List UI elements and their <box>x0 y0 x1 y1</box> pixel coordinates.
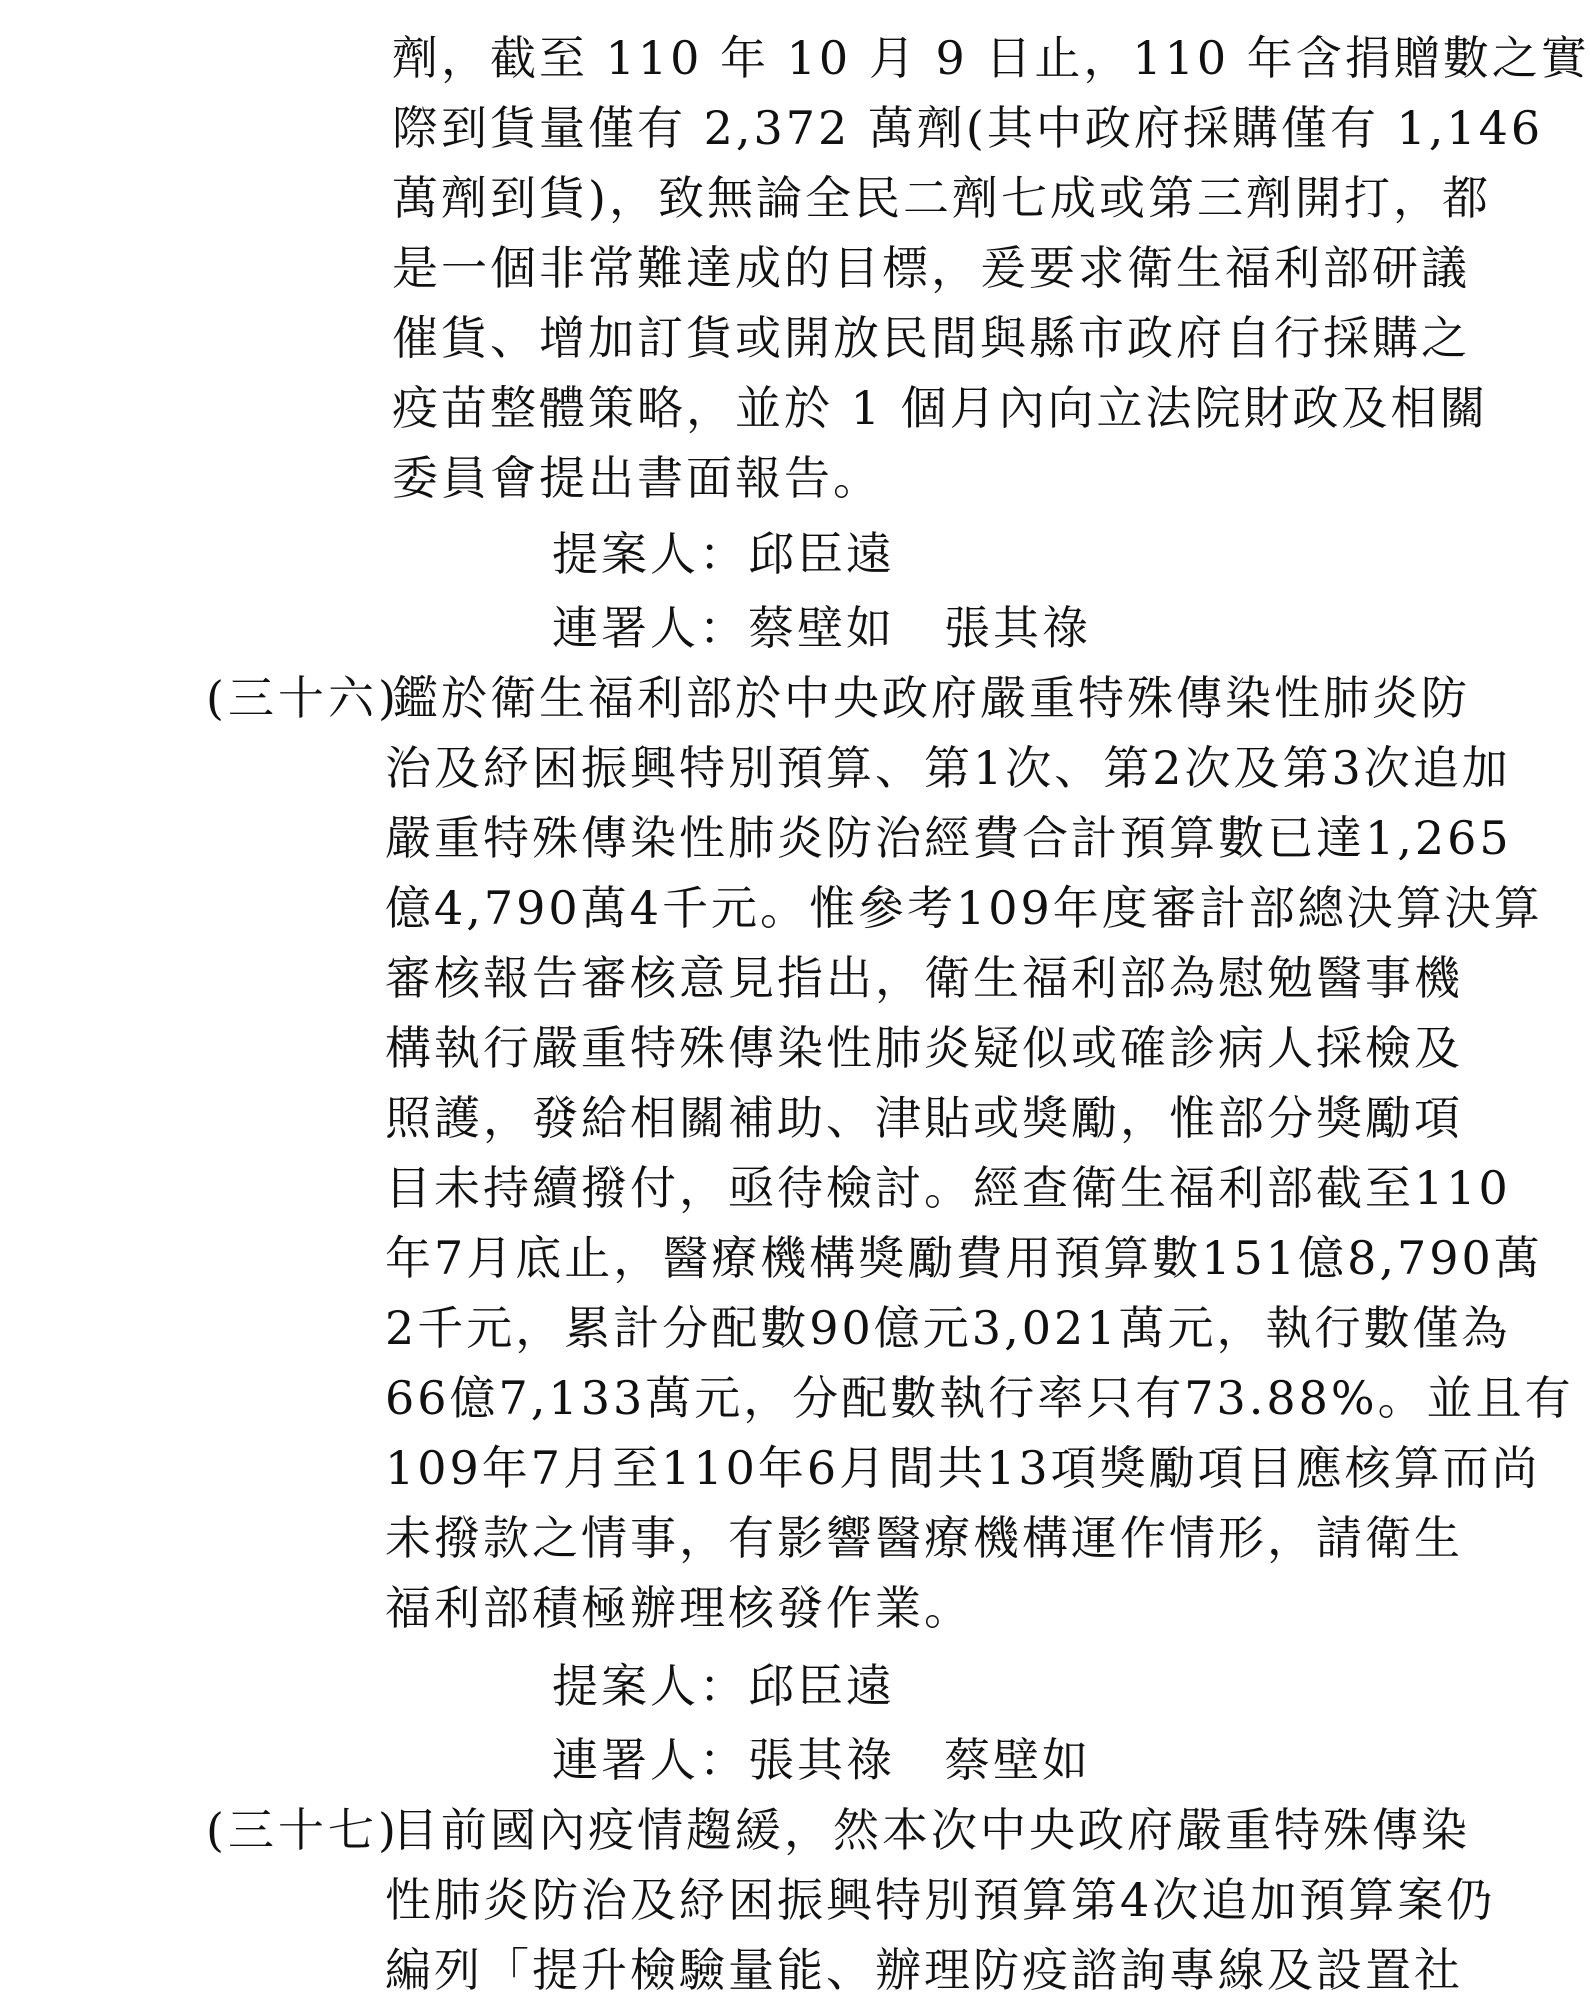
proposer: 提案人：邱臣遠 <box>552 527 895 581</box>
text-line: 嚴重特殊傳染性肺炎防治經費合計預算數已達1,265 <box>385 811 1512 865</box>
text-line: 目未持續撥付，亟待檢討。經查衛生福利部截至110 <box>385 1161 1511 1215</box>
cosigners: 連署人：張其祿 蔡壁如 <box>552 1733 1091 1787</box>
text-line: 催貨、增加訂貨或開放民間與縣市政府自行採購之 <box>392 311 1470 365</box>
cosigners: 連署人：蔡壁如 張其祿 <box>552 601 1091 655</box>
text-line: 構執行嚴重特殊傳染性肺炎疑似或確診病人採檢及 <box>385 1021 1463 1075</box>
text-line: 性肺炎防治及紓困振興特別預算第4次追加預算案仍 <box>385 1873 1496 1927</box>
text-line: 審核報告審核意見指出，衛生福利部為慰勉醫事機 <box>385 951 1463 1005</box>
text-line: 萬劑到貨)，致無論全民二劑七成或第三劑開打，都 <box>392 171 1491 225</box>
text-line: 未撥款之情事，有影響醫療機構運作情形，請衛生 <box>385 1511 1463 1565</box>
text-line: 109年7月至110年6月間共13項獎勵項目應核算而尚 <box>385 1441 1541 1495</box>
text-line: 治及紓困振興特別預算、第1次、第2次及第3次追加 <box>385 741 1511 795</box>
text-line: 際到貨量僅有 2,372 萬劑(其中政府採購僅有 1,146 <box>392 101 1544 155</box>
text-line: 委員會提出書面報告。 <box>392 451 882 505</box>
text-line: 是一個非常難達成的目標，爰要求衛生福利部研議 <box>392 241 1470 295</box>
text-line: 編列「提升檢驗量能、辦理防疫諮詢專線及設置社 <box>385 1943 1463 1997</box>
text-line: 疫苗整體策略，並於 1 個月內向立法院財政及相關 <box>392 381 1489 435</box>
text-line: 年7月底止，醫療機構獎勵費用預算數151億8,790萬 <box>385 1231 1543 1285</box>
item-number: (三十六) <box>206 671 400 725</box>
text-line: 2千元，累計分配數90億元3,021萬元，執行數僅為 <box>385 1301 1511 1355</box>
text-line: 億4,790萬4千元。惟參考109年度審計部總決算決算 <box>385 881 1543 935</box>
item-number: (三十七) <box>206 1803 400 1857</box>
text-line: 鑑於衛生福利部於中央政府嚴重特殊傳染性肺炎防 <box>392 671 1470 725</box>
text-line: 目前國內疫情趨緩，然本次中央政府嚴重特殊傳染 <box>392 1803 1470 1857</box>
text-line: 照護，發給相關補助、津貼或獎勵，惟部分獎勵項 <box>385 1091 1463 1145</box>
text-line: 66億7,133萬元，分配數執行率只有73.88%。並且有 <box>385 1371 1574 1425</box>
text-line: 劑，截至 110 年 10 月 9 日止，110 年含捐贈數之實 <box>392 31 1590 85</box>
text-line: 福利部積極辦理核發作業。 <box>385 1581 973 1635</box>
proposer: 提案人：邱臣遠 <box>552 1659 895 1713</box>
